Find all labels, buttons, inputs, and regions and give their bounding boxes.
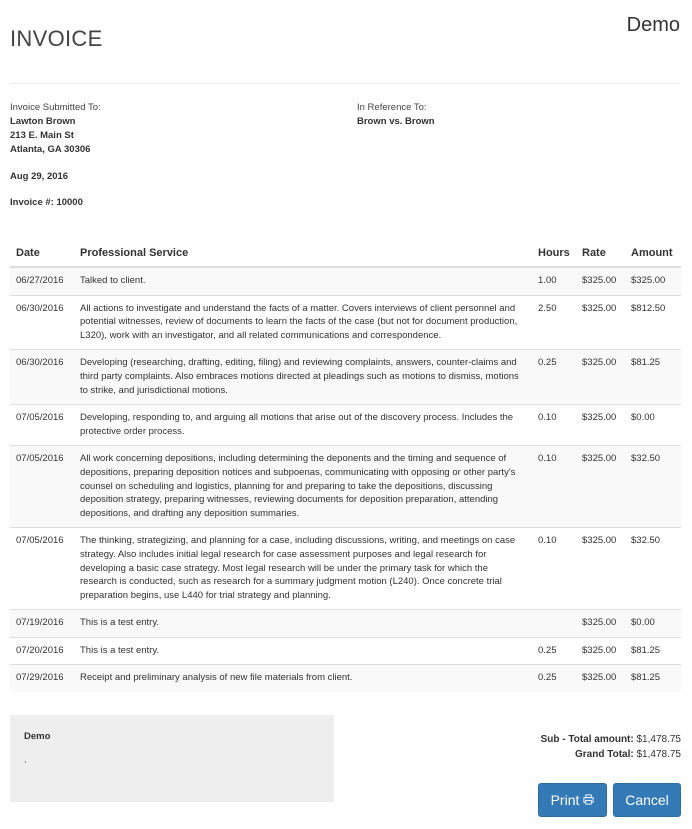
row-hours: 0.10 [532, 405, 576, 446]
notes-body: , [24, 754, 27, 764]
client-name: Lawton Brown [10, 116, 76, 127]
grand-total-value: $1,478.75 [636, 749, 681, 760]
row-rate: $325.00 [576, 405, 625, 446]
row-service: All actions to investigate and understand the facts of a matter. Covers interviews of client personnel and potential witnesses, review of documents to learn the facts of the case (but not for document production, L320), work with an investigator, and all related communications and correspondence. [74, 295, 532, 350]
printer-icon [583, 792, 594, 808]
subtotal-line [541, 732, 681, 747]
row-hours [532, 610, 576, 638]
row-date: 07/05/2016 [10, 446, 74, 528]
row-service: This is a test entry. [74, 637, 532, 665]
print-button-label: Print [550, 792, 580, 808]
row-amount: $812.50 [625, 295, 681, 350]
notes-title: Demo [24, 731, 51, 742]
submitted-to-label: Invoice Submitted To: [10, 102, 101, 113]
header-hours: Hours [532, 239, 576, 267]
table-row [10, 665, 681, 692]
row-service: The thinking, strategizing, and planning for a case, including discussions, writing, and meetings on case strategy. Also includes initial legal research for case assessment purposes and legal research for developing a basic case strategy. Most legal research will be under the primary task for which the research is conducted, such as research for a summary judgment motion (L240). Once concrete trial preparation begins, use L440 for trial strategy and planning. [74, 528, 532, 610]
row-date: 07/20/2016 [10, 637, 74, 665]
row-date: 06/30/2016 [10, 295, 74, 350]
totals-block [541, 732, 681, 762]
table-row [10, 267, 681, 295]
row-rate: $325.00 [576, 267, 625, 295]
line-items-table [10, 239, 681, 692]
row-service: Talked to client. [74, 267, 532, 295]
row-hours: 0.25 [532, 665, 576, 692]
client-city: Atlanta, GA 30306 [10, 144, 91, 155]
cancel-button-label: Cancel [625, 792, 669, 808]
row-amount: $81.25 [625, 665, 681, 692]
grand-total-line [541, 747, 681, 762]
header-divider [10, 83, 680, 84]
invoice-date: Aug 29, 2016 [10, 171, 69, 182]
grand-total-label: Grand Total: [575, 749, 634, 760]
row-hours: 1.00 [532, 267, 576, 295]
row-date: 07/19/2016 [10, 610, 74, 638]
header-amount: Amount [625, 239, 681, 267]
row-hours: 0.10 [532, 446, 576, 528]
table-row [10, 637, 681, 665]
row-hours: 2.50 [532, 295, 576, 350]
row-service: This is a test entry. [74, 610, 532, 638]
row-rate: $325.00 [576, 665, 625, 692]
row-hours: 0.25 [532, 350, 576, 405]
reference-value: Brown vs. Brown [357, 116, 435, 127]
row-service: Developing (researching, drafting, editing, filing) and reviewing complaints, answers, counter-claims and third party complaints. Also embraces motions directed at pleadings such as motions to dismiss, motions to strike, and jurisdictional motions. [74, 350, 532, 405]
row-amount: $0.00 [625, 405, 681, 446]
subtotal-value: $1,478.75 [636, 734, 681, 745]
table-header-row [10, 239, 681, 267]
row-rate: $325.00 [576, 295, 625, 350]
reference-label: In Reference To: [357, 102, 427, 113]
submitted-to-block [10, 101, 101, 157]
company-name: Demo [626, 14, 680, 36]
header-date: Date [10, 239, 74, 267]
row-rate: $325.00 [576, 528, 625, 610]
row-amount: $32.50 [625, 446, 681, 528]
row-date: 06/27/2016 [10, 267, 74, 295]
table-row [10, 610, 681, 638]
print-button[interactable] [538, 783, 607, 817]
client-street: 213 E. Main St [10, 130, 74, 141]
row-date: 07/05/2016 [10, 405, 74, 446]
table-row [10, 528, 681, 610]
table-row [10, 350, 681, 405]
row-amount: $0.00 [625, 610, 681, 638]
row-amount: $81.25 [625, 350, 681, 405]
row-hours: 0.10 [532, 528, 576, 610]
row-date: 07/05/2016 [10, 528, 74, 610]
table-row [10, 295, 681, 350]
row-rate: $325.00 [576, 446, 625, 528]
header-rate: Rate [576, 239, 625, 267]
invoice-title: INVOICE [10, 26, 103, 51]
row-rate: $325.00 [576, 637, 625, 665]
row-hours: 0.25 [532, 637, 576, 665]
subtotal-label: Sub - Total amount: [540, 734, 634, 745]
row-amount: $81.25 [625, 637, 681, 665]
table-row [10, 446, 681, 528]
row-date: 06/30/2016 [10, 350, 74, 405]
row-date: 07/29/2016 [10, 665, 74, 692]
row-amount: $325.00 [625, 267, 681, 295]
invoice-number: Invoice #: 10000 [10, 197, 83, 208]
notes-box [10, 715, 334, 802]
row-amount: $32.50 [625, 528, 681, 610]
table-row [10, 405, 681, 446]
row-rate: $325.00 [576, 350, 625, 405]
reference-block [357, 101, 435, 129]
row-service: Receipt and preliminary analysis of new file materials from client. [74, 665, 532, 692]
cancel-button[interactable] [613, 783, 681, 817]
row-service: All work concerning depositions, including determining the deponents and the timing and sequence of depositions, preparing deposition notices and subpoenas, communicating with opposing or other party's counsel on scheduling and logistics, planning for and preparing to take the depositions, discussing deposition strategy, preparing witnesses, reviewing documents for deposition preparation, attending depositions, and drafting any deposition summaries. [74, 446, 532, 528]
header-service: Professional Service [74, 239, 532, 267]
row-rate: $325.00 [576, 610, 625, 638]
row-service: Developing, responding to, and arguing all motions that arise out of the discovery process. Includes the protective order process. [74, 405, 532, 446]
